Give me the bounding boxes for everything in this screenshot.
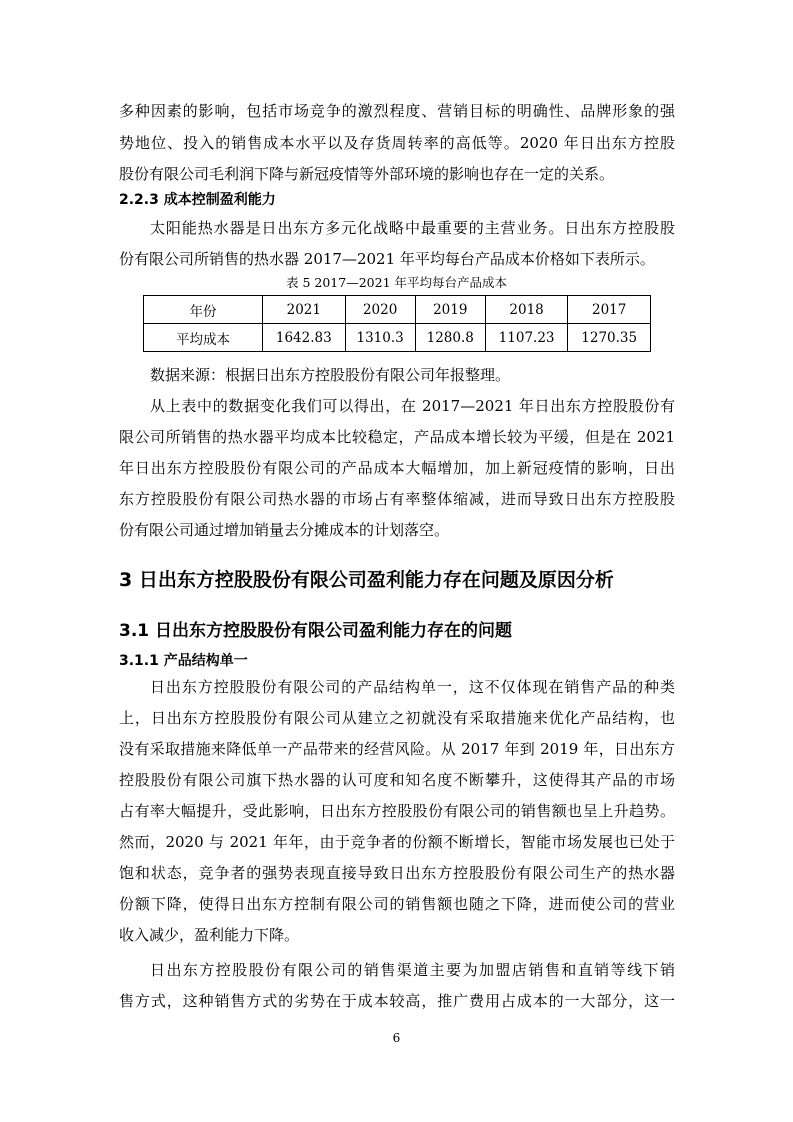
s311-para1-line-6: 然而，2020 与 2021 年年，由于竞争者的份额不断增长，智能市场发展也已处于 <box>119 833 675 851</box>
intro-line-3: 股份有限公司毛利润下降与新冠疫情等外部环境的影响也存在一定的关系。 <box>119 165 615 183</box>
chapter-heading-3: 3 日出东方控股股份有限公司盈利能力存在问题及原因分析 <box>119 569 614 591</box>
s311-para1-line-5: 占有率大幅提升，受此影响，日出东方控股股份有限公司的销售额也呈上升趋势。 <box>119 802 675 820</box>
s311-para1-line-2: 上，日出东方控股股份有限公司从建立之初就没有采取措施来优化产品结构，也 <box>119 709 675 727</box>
s311-para1-line-3: 没有采取措施来降低单一产品带来的经营风险。从 2017 年到 2019 年，日出东方 <box>119 740 675 758</box>
table-cell: 1270.35 <box>568 324 651 352</box>
s311-para2-line-2: 售方式，这种销售方式的劣势在于成本较高，推广费用占成本的一大部分，这一 <box>119 992 675 1010</box>
table-cell: 2018 <box>485 296 568 324</box>
s223-para2-line-5: 份有限公司通过增加销量去分摊成本的计划落空。 <box>119 521 450 539</box>
table-caption: 表 5 2017—2021 年平均每台产品成本 <box>286 275 507 290</box>
data-source-note: 数据来源：根据日出东方控股股份有限公司年报整理。 <box>150 366 511 384</box>
s311-para1-line-8: 份额下降，使得日出东方控制有限公司的销售额也随之下降，进而使公司的营业 <box>119 895 675 913</box>
table-cell: 2021 <box>263 296 346 324</box>
s223-para1-line-1: 太阳能热水器是日出东方多元化战略中最重要的主营业务。日出东方控股股 <box>150 219 675 237</box>
table-cell: 1642.83 <box>263 324 346 352</box>
section-heading-2-2-3: 2.2.3 成本控制盈利能力 <box>119 192 276 208</box>
table-cell: 2020 <box>345 296 415 324</box>
s223-para2-line-4: 东方控股股份有限公司热水器的市场占有率整体缩减，进而导致日出东方控股股 <box>119 490 675 508</box>
s311-para1-line-7: 饱和状态，竞争者的强势表现直接导致日出东方控股股份有限公司生产的热水器 <box>119 864 675 882</box>
table-cell: 平均成本 <box>144 324 263 352</box>
table-cell: 1310.3 <box>345 324 415 352</box>
s223-para2-line-3: 年日出东方控股股份有限公司的产品成本大幅增加，加上新冠疫情的影响，日出 <box>119 459 675 477</box>
s223-para1-line-2: 份有限公司所销售的热水器 2017—2021 年平均每台产品成本价格如下表所示。 <box>119 250 655 268</box>
s223-para2-line-2: 限公司所销售的热水器平均成本比较稳定，产品成本增长较为平缓，但是在 2021 <box>119 428 675 446</box>
intro-line-1: 多种因素的影响，包括市场竞争的激烈程度、营销目标的明确性、品牌形象的强 <box>119 102 675 120</box>
s311-para1-line-1: 日出东方控股股份有限公司的产品结构单一，这不仅体现在销售产品的种类 <box>150 678 675 696</box>
table-cell: 2019 <box>415 296 485 324</box>
section-heading-3-1: 3.1 日出东方控股股份有限公司盈利能力存在的问题 <box>119 621 513 641</box>
table-header-row <box>144 296 651 324</box>
table-row <box>144 324 651 352</box>
s311-para1-line-9: 收入减少，盈利能力下降。 <box>119 926 300 944</box>
table-cell: 1107.23 <box>485 324 568 352</box>
s311-para1-line-4: 控股股份有限公司旗下热水器的认可度和知名度不断攀升，这使得其产品的市场 <box>119 771 675 789</box>
page-number: 6 <box>392 1031 401 1045</box>
section-heading-3-1-1: 3.1.1 产品结构单一 <box>119 653 248 669</box>
table-cell: 2017 <box>568 296 651 324</box>
s223-para2-line-1: 从上表中的数据变化我们可以得出，在 2017—2021 年日出东方控股股份有 <box>150 397 675 415</box>
table-cell: 年份 <box>144 296 263 324</box>
cost-table <box>143 295 651 352</box>
intro-line-2: 势地位、投入的销售成本水平以及存货周转率的高低等。2020 年日出东方控股 <box>119 134 675 152</box>
table-cell: 1280.8 <box>415 324 485 352</box>
s311-para2-line-1: 日出东方控股股份有限公司的销售渠道主要为加盟店销售和直销等线下销 <box>150 961 675 979</box>
